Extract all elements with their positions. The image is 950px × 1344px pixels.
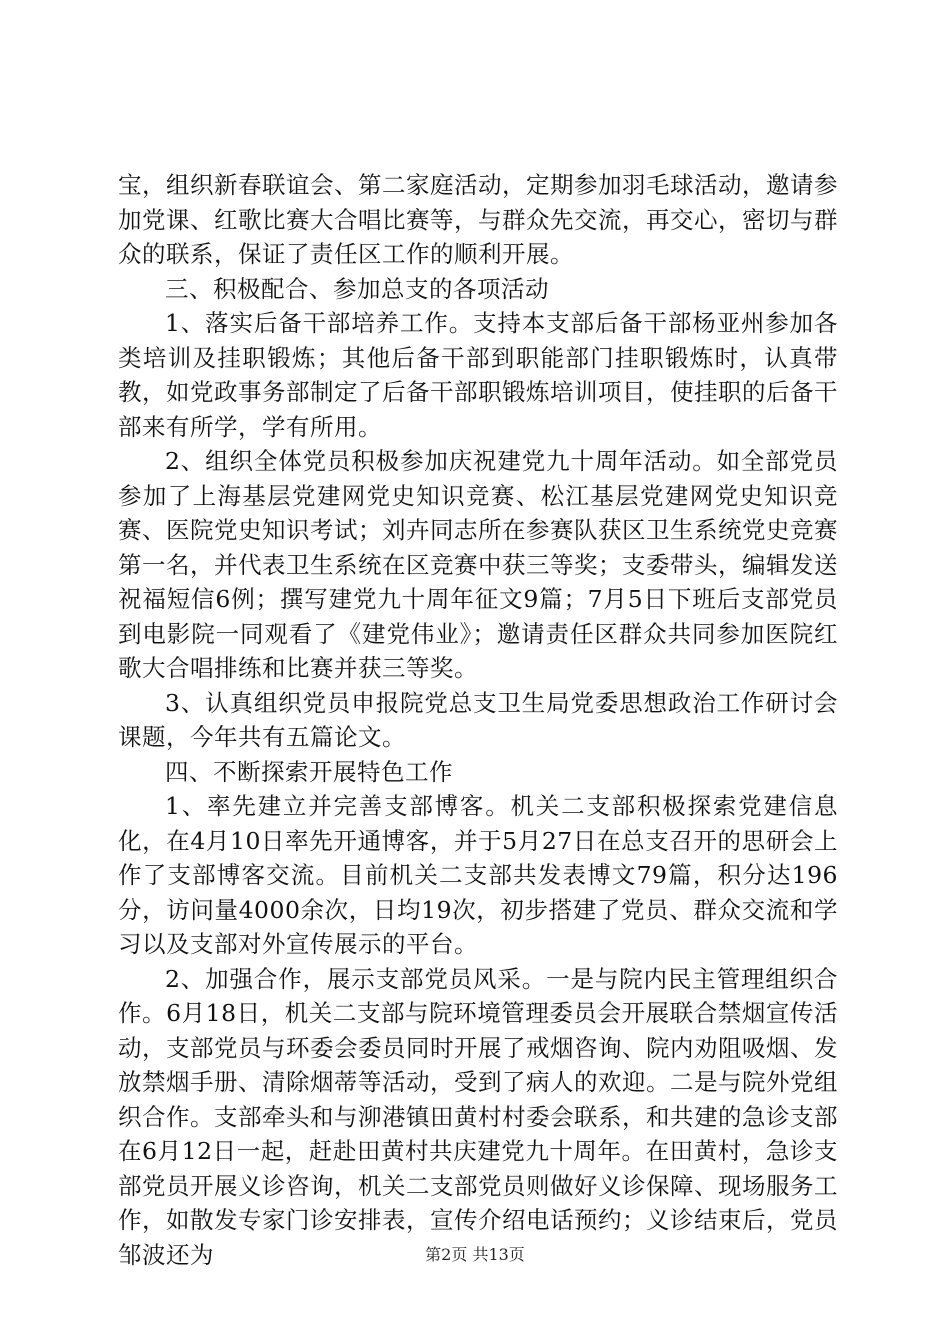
paragraph-4-2: 2、加强合作，展示支部党员风采。一是与院内民主管理组织合作。6月18日，机关二支部与院环境管理委员会开展联合禁烟宣传活动，支部党员与环委会委员同时开展了戒烟咨询、院内劝阻吸烟、发放禁烟手册、清除烟蒂等活动，受到了病人的欢迎。二是与院外党组织合作。支部牵头和与泖港镇田黄村村委会联系，和共建的急诊支部在6月12日一起，赶赴田黄村共庆建党九十周年。在田黄村，急诊支部党员开展义诊咨询，机关二支部党员则做好义诊保障、现场服务工作，如散发专家门诊安排表，宣传介绍电话预约；义诊结束后，党员邹波还为 [118,964,838,1269]
section-heading-3: 三、积极配合、参加总支的各项活动 [165,274,549,303]
body-text [118,168,838,1272]
paragraph-4-1: 1、率先建立并完善支部博客。机关二支部积极探索党建信息化，在4月10日率先开通博客，并于5月27日在总支召开的思研会上作了支部博客交流。目前机关二支部共发表博文79篇，积分达196分，访问量4000余次，日均19次，初步搭建了党员、群众交流和学习以及支部对外宣传展示的平台。 [118,792,838,958]
section-heading-4: 四、不断探索开展特色工作 [165,757,453,786]
page-number-footer: 第2页 共13页 [425,1245,525,1264]
paragraph-3-3: 3、认真组织党员申报院党总支卫生局党委思想政治工作研讨会课题，今年共有五篇论文。 [118,688,838,751]
paragraph-3-1: 1、落实后备干部培养工作。支持本支部后备干部杨亚州参加各类培训及挂职锻炼；其他后备干部到职能部门挂职锻炼时，认真带教，如党政事务部制定了后备干部职锻炼培训项目，使挂职的后备干部来有所学，学有所用。 [118,309,838,441]
paragraph-continuation: 宝，组织新春联谊会、第二家庭活动，定期参加羽毛球活动，邀请参加党课、红歌比赛大合唱比赛等，与群众先交流，再交心，密切与群众的联系，保证了责任区工作的顺利开展。 [118,171,838,268]
paragraph-3-2: 2、组织全体党员积极参加庆祝建党九十周年活动。如全部党员参加了上海基层党建网党史知识竞赛、松江基层党建网党史知识竞赛、医院党史知识考试；刘卉同志所在参赛队获区卫生系统党史竞赛第一名，并代表卫生系统在区竞赛中获三等奖；支委带头，编辑发送祝福短信6例；撰写建党九十周年征文9篇；7月5日下班后支部党员到电影院一同观看了《建党伟业》；邀请责任区群众共同参加医院红歌大合唱排练和比赛并获三等奖。 [118,447,838,682]
